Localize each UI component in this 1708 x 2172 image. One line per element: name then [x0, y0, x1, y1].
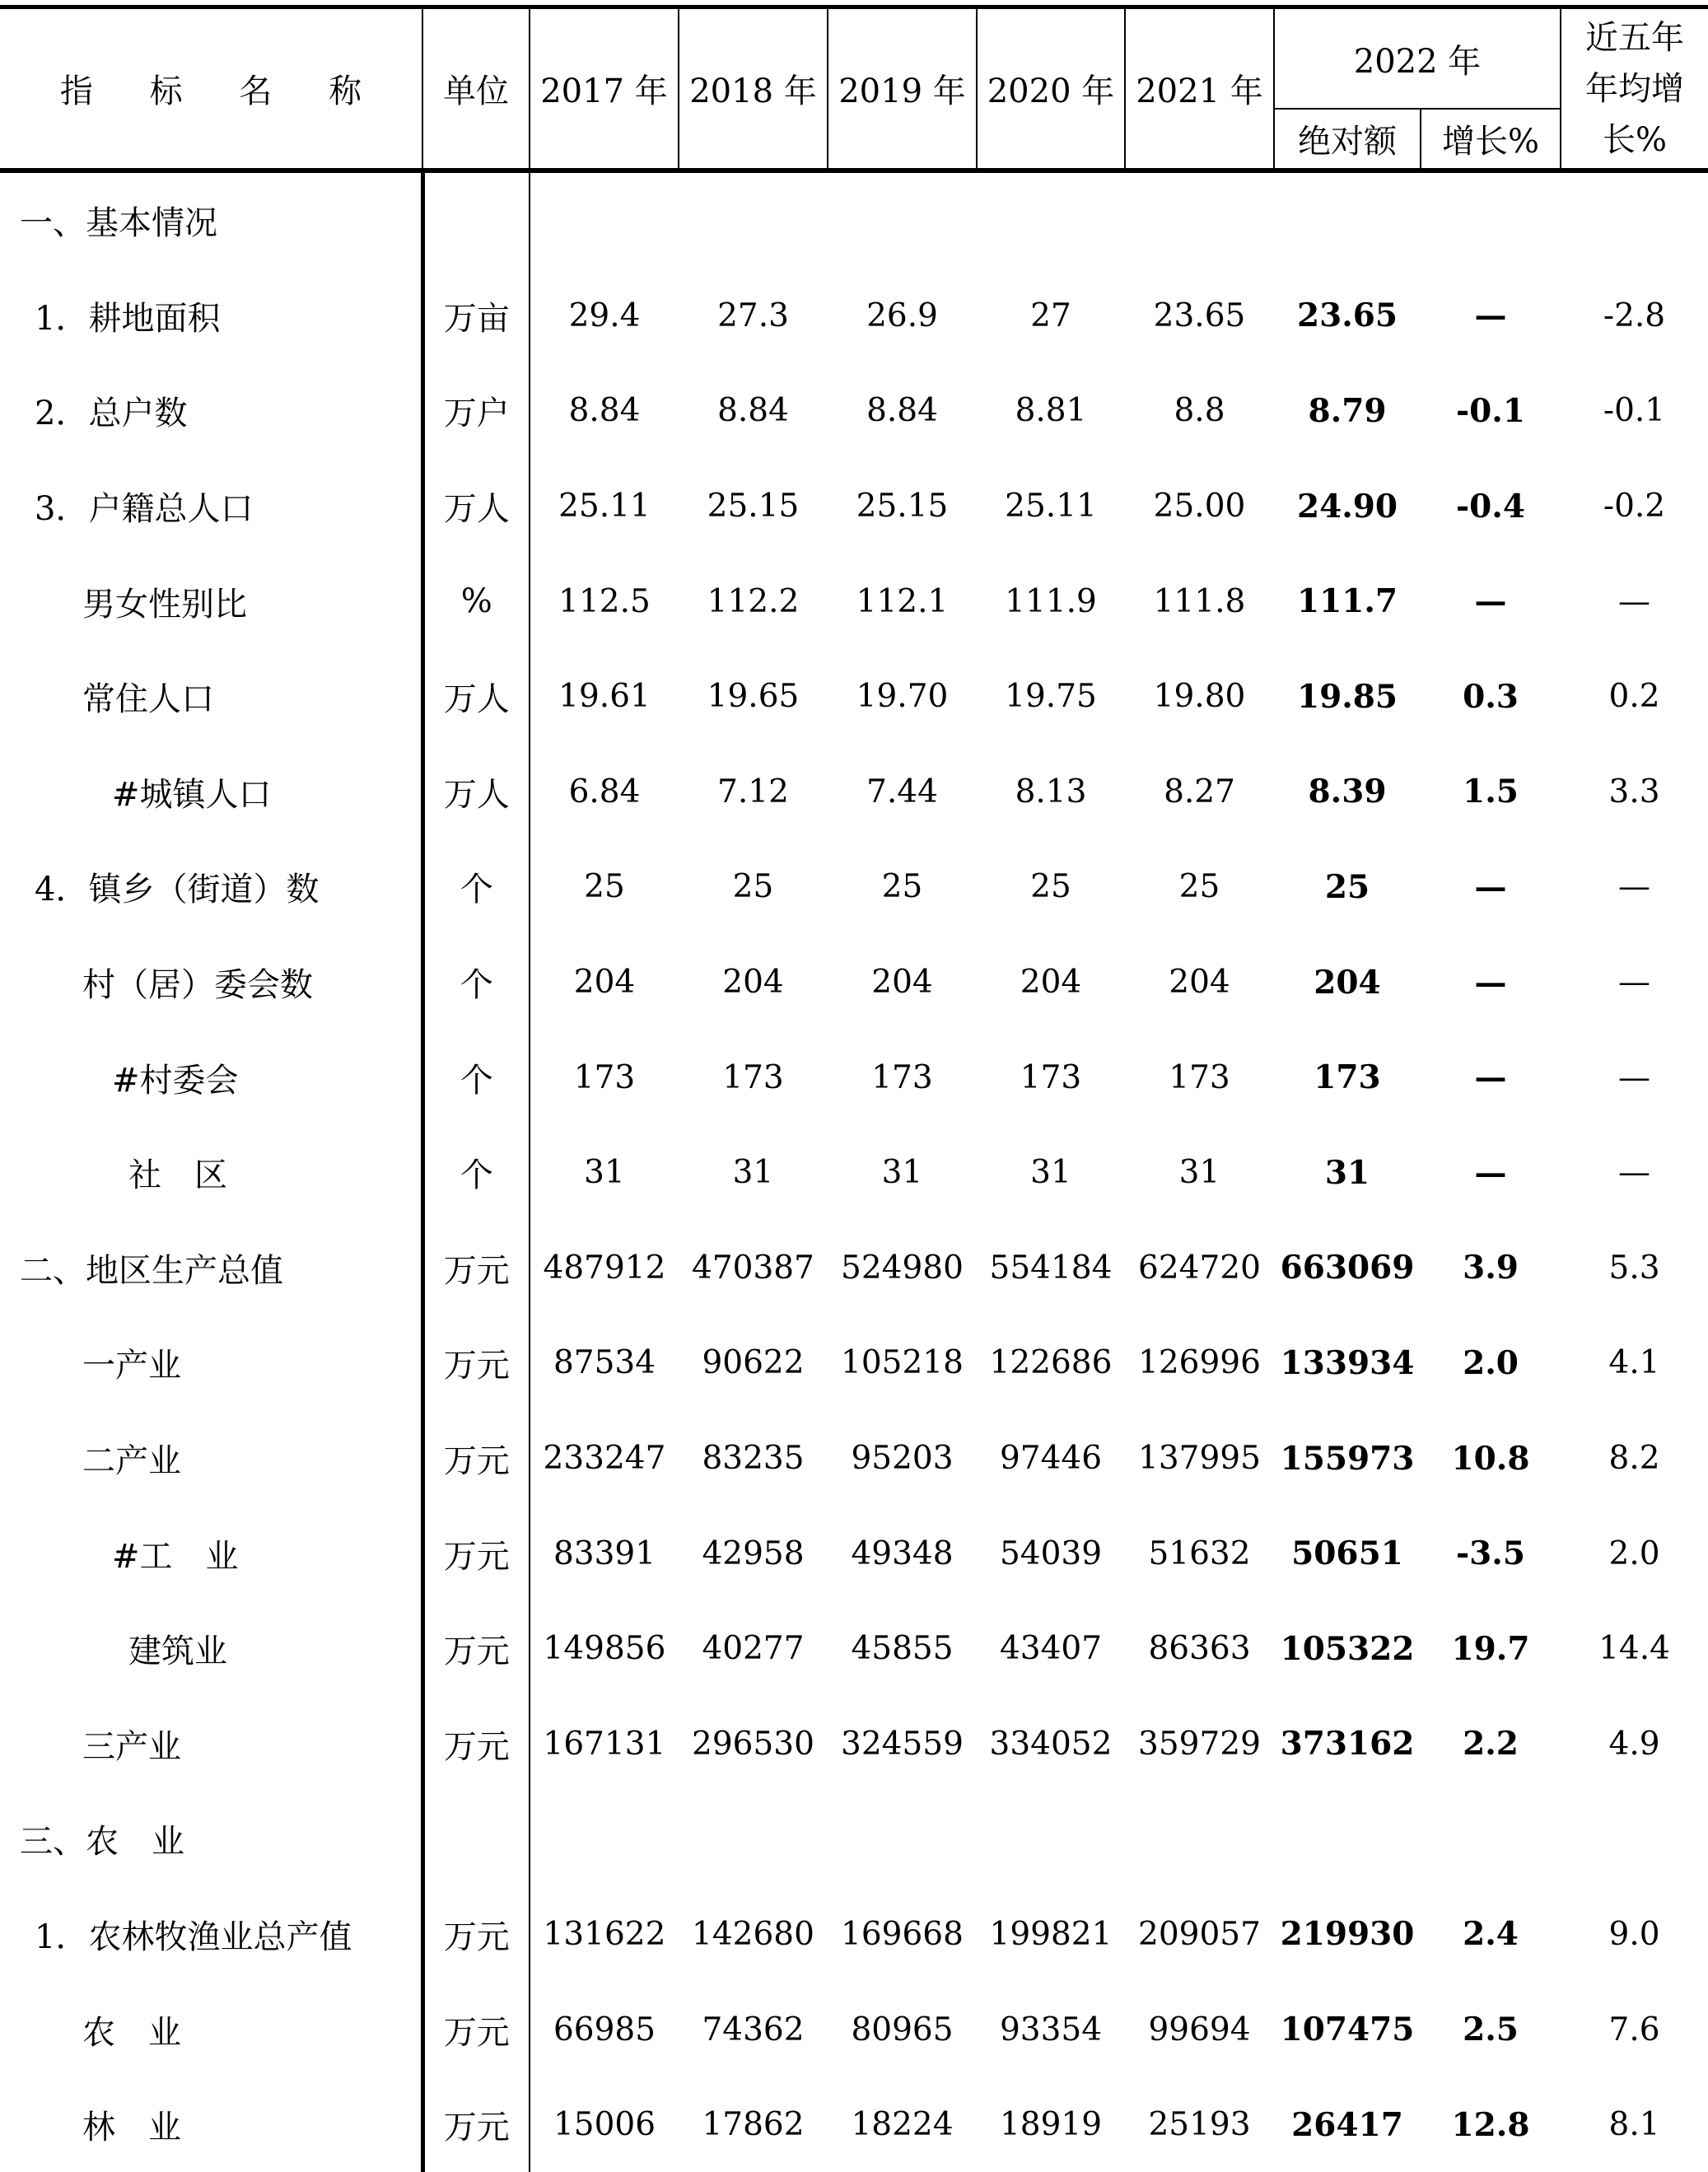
- value-cell: [977, 1791, 1125, 1887]
- value-cell: 8.27: [1164, 773, 1235, 810]
- abs-2022-cell: 24.90: [1296, 487, 1398, 525]
- value-cell: 18919: [999, 2106, 1103, 2144]
- table-row: [0, 363, 1708, 459]
- value-cell: 173: [722, 1058, 784, 1096]
- indicator-name: 建筑业: [128, 1633, 227, 1671]
- growth-2022-cell: -0.1: [1455, 391, 1526, 430]
- value-cell: 167131: [543, 1725, 666, 1763]
- value-cell: 97446: [999, 1440, 1103, 1478]
- value-cell: 173: [1020, 1058, 1082, 1096]
- value-cell: 25.11: [1005, 488, 1097, 525]
- value-cell: 45855: [851, 1630, 954, 1668]
- indicator-name: 一、基本情况: [20, 204, 217, 243]
- abs-2022-cell: 8.39: [1308, 773, 1387, 811]
- value-cell: 90622: [702, 1344, 805, 1382]
- value-cell: [1125, 1791, 1274, 1887]
- value-cell: 111.9: [1005, 582, 1097, 620]
- value-cell: 51632: [1148, 1534, 1251, 1572]
- unit-cell: 万元: [422, 2077, 530, 2172]
- unit-cell: 万元: [422, 1221, 530, 1316]
- value-cell: 31: [584, 1154, 625, 1192]
- value-cell: 554184: [989, 1249, 1113, 1287]
- value-cell: 204: [722, 964, 784, 1002]
- growth-2022-cell: 2.0: [1463, 1343, 1519, 1382]
- table-row: [0, 649, 1708, 745]
- value-cell: 8.8: [1174, 392, 1225, 430]
- unit-cell: 万人: [422, 745, 530, 840]
- value-cell: 15006: [553, 2106, 656, 2144]
- table-body: [0, 170, 1708, 2172]
- table-row: [0, 554, 1708, 649]
- unit-cell: 个: [422, 839, 530, 935]
- avg-growth-cell: 14.4: [1598, 1630, 1670, 1668]
- value-cell: 25.11: [558, 488, 651, 525]
- growth-2022-cell: —: [1474, 1153, 1507, 1192]
- value-cell: [679, 170, 828, 269]
- value-cell: 86363: [1148, 1630, 1251, 1668]
- growth-2022-cell: 19.7: [1451, 1629, 1530, 1668]
- indicator-name: 社 区: [128, 1156, 227, 1195]
- value-cell: 43407: [999, 1630, 1103, 1668]
- unit-cell: [422, 1791, 530, 1887]
- table-row: [0, 170, 1708, 269]
- unit-cell: %: [422, 554, 530, 649]
- indicator-name: 二产业: [82, 1442, 181, 1481]
- value-cell: 26.9: [866, 297, 938, 334]
- value-cell: 49348: [851, 1534, 954, 1572]
- table-row: [0, 745, 1708, 840]
- table-row: [0, 1697, 1708, 1792]
- table-row: [0, 2077, 1708, 2172]
- value-cell: 25.15: [707, 488, 800, 525]
- value-cell: 8.81: [1015, 392, 1087, 430]
- table-row: [0, 459, 1708, 554]
- indicator-name: #工 业: [112, 1537, 239, 1576]
- value-cell: 105218: [841, 1344, 964, 1382]
- value-cell: 31: [1178, 1154, 1220, 1192]
- table-row: [0, 935, 1708, 1030]
- abs-2022-cell: 219930: [1280, 1915, 1415, 1954]
- value-cell: 74362: [702, 2011, 805, 2048]
- value-cell: 112.5: [558, 582, 651, 620]
- indicator-name: 村（居）委会数: [82, 966, 313, 1005]
- value-cell: 6.84: [568, 773, 641, 810]
- unit-cell: 万亩: [422, 269, 530, 364]
- avg-growth-cell: 4.9: [1608, 1725, 1660, 1763]
- value-cell: 173: [871, 1058, 933, 1096]
- indicator-name: 三、农 业: [20, 1823, 184, 1861]
- avg-growth-cell: 0.2: [1608, 678, 1660, 716]
- table-row: [0, 1315, 1708, 1411]
- value-cell: 19.80: [1153, 678, 1246, 716]
- value-cell: 80965: [851, 2011, 954, 2048]
- avg-growth-cell: -2.8: [1603, 297, 1666, 334]
- value-cell: 25193: [1148, 2106, 1251, 2144]
- unit-cell: 万元: [422, 1411, 530, 1506]
- value-cell: 25: [584, 868, 625, 906]
- abs-2022-cell: 155973: [1280, 1439, 1415, 1478]
- avg-growth-cell: [1561, 170, 1708, 269]
- abs-2022-cell: 23.65: [1296, 297, 1398, 335]
- unit-cell: 个: [422, 1030, 530, 1125]
- value-cell: 470387: [692, 1249, 814, 1287]
- value-cell: 7.12: [717, 773, 789, 810]
- value-cell: 173: [1169, 1058, 1230, 1096]
- growth-2022-cell: -0.4: [1455, 487, 1526, 525]
- value-cell: [679, 1791, 828, 1887]
- value-cell: 19.61: [558, 678, 651, 716]
- indicator-name: 三产业: [82, 1727, 181, 1766]
- avg-growth-cell: 9.0: [1608, 1915, 1660, 1953]
- abs-2022-cell: 663069: [1280, 1249, 1415, 1287]
- value-cell: 27: [1030, 297, 1071, 334]
- value-cell: 8.84: [866, 392, 938, 430]
- value-cell: 25.00: [1153, 488, 1246, 525]
- value-cell: 31: [881, 1154, 923, 1192]
- value-cell: [828, 1791, 977, 1887]
- value-cell: 40277: [702, 1630, 805, 1668]
- value-cell: 87534: [553, 1344, 656, 1382]
- value-cell: [530, 1791, 679, 1887]
- header-year-2018: 2018 年: [679, 7, 828, 171]
- indicator-name: 4．镇乡（街道）数: [35, 871, 320, 909]
- value-cell: 142680: [692, 1915, 814, 1953]
- indicator-name: 二、地区生产总值: [20, 1251, 283, 1290]
- avg-growth-cell: —: [1618, 1154, 1651, 1192]
- value-cell: 173: [573, 1058, 636, 1096]
- value-cell: 334052: [989, 1725, 1113, 1763]
- table-row: [0, 1887, 1708, 1983]
- value-cell: 54039: [999, 1534, 1103, 1572]
- value-cell: 111.8: [1153, 582, 1246, 620]
- growth-2022-cell: 0.3: [1463, 677, 1519, 716]
- indicator-name: 2．总户数: [35, 395, 188, 433]
- growth-2022-cell: —: [1474, 297, 1507, 335]
- unit-cell: 万人: [422, 459, 530, 554]
- value-cell: [530, 170, 679, 269]
- avg-growth-cell: 4.1: [1608, 1344, 1660, 1382]
- unit-cell: 万元: [422, 1506, 530, 1601]
- growth-2022-cell: -3.5: [1455, 1534, 1526, 1573]
- value-cell: [828, 170, 977, 269]
- table-row: [0, 269, 1708, 364]
- unit-cell: 个: [422, 1125, 530, 1221]
- value-cell: 18224: [851, 2106, 954, 2144]
- avg-growth-cell: 2.0: [1608, 1534, 1660, 1572]
- value-cell: 95203: [851, 1440, 954, 1478]
- header-year-2019: 2019 年: [828, 7, 977, 171]
- value-cell: 99694: [1148, 2011, 1251, 2048]
- table-row: [0, 1982, 1708, 2077]
- table-header: [0, 7, 1708, 171]
- growth-2022-cell: —: [1474, 963, 1507, 1002]
- value-cell: 25: [732, 868, 774, 906]
- value-cell: 19.65: [707, 678, 800, 716]
- avg-growth-cell: —: [1618, 1058, 1651, 1096]
- indicator-name: 林 业: [82, 2109, 181, 2147]
- value-cell: 25: [1030, 868, 1071, 906]
- value-cell: 149856: [543, 1630, 666, 1668]
- value-cell: 204: [573, 964, 636, 1002]
- abs-2022-cell: 31: [1324, 1153, 1370, 1192]
- value-cell: 93354: [999, 2011, 1103, 2048]
- abs-2022-cell: 373162: [1280, 1725, 1415, 1763]
- header-year-2017: 2017 年: [530, 7, 679, 171]
- indicator-name: 常住人口: [82, 680, 214, 719]
- value-cell: 126996: [1138, 1344, 1261, 1382]
- header-year-2021: 2021 年: [1125, 7, 1274, 171]
- avg-growth-cell: —: [1618, 582, 1651, 620]
- unit-cell: 万户: [422, 363, 530, 459]
- value-cell: 112.2: [707, 582, 800, 620]
- unit-cell: [422, 170, 530, 269]
- value-cell: 8.13: [1015, 773, 1087, 810]
- growth-2022-cell: [1421, 170, 1561, 269]
- unit-cell: 个: [422, 935, 530, 1030]
- growth-2022-cell: 12.8: [1451, 2105, 1530, 2144]
- table-row: [0, 1125, 1708, 1221]
- value-cell: 137995: [1138, 1440, 1261, 1478]
- value-cell: 8.84: [717, 392, 789, 430]
- header-growth-percent: 增长%: [1421, 109, 1561, 170]
- abs-2022-cell: 8.79: [1308, 391, 1387, 430]
- abs-2022-cell: 26417: [1291, 2105, 1403, 2144]
- unit-cell: 万元: [422, 1697, 530, 1792]
- statistics-table: [0, 5, 1708, 2172]
- value-cell: 19.70: [856, 678, 949, 716]
- unit-cell: 万元: [422, 1887, 530, 1983]
- value-cell: 324559: [841, 1725, 964, 1763]
- value-cell: 122686: [989, 1344, 1113, 1382]
- avg-growth-cell: 3.3: [1608, 773, 1660, 810]
- table-row: [0, 1601, 1708, 1697]
- value-cell: 7.44: [866, 773, 938, 810]
- unit-cell: 万元: [422, 1601, 530, 1697]
- avg-growth-cell: 5.3: [1608, 1249, 1660, 1287]
- avg-growth-cell: 8.1: [1608, 2106, 1660, 2144]
- value-cell: 83391: [553, 1534, 656, 1572]
- header-indicator-name: 指 标 名 称: [0, 7, 422, 171]
- header-absolute-value: 绝对额: [1274, 109, 1421, 170]
- table-row: [0, 839, 1708, 935]
- value-cell: 233247: [543, 1440, 666, 1478]
- value-cell: 112.1: [856, 582, 949, 620]
- table-row: [0, 1506, 1708, 1601]
- value-cell: 199821: [989, 1915, 1113, 1953]
- value-cell: 487912: [543, 1249, 666, 1287]
- avg-growth-cell: -0.2: [1603, 488, 1666, 525]
- value-cell: 204: [1169, 964, 1230, 1002]
- growth-2022-cell: 2.4: [1463, 1915, 1519, 1954]
- value-cell: 17862: [702, 2106, 805, 2144]
- value-cell: 296530: [692, 1725, 814, 1763]
- growth-2022-cell: 10.8: [1451, 1439, 1530, 1478]
- value-cell: 31: [1030, 1154, 1071, 1192]
- value-cell: 8.84: [568, 392, 641, 430]
- header-year-2020: 2020 年: [977, 7, 1125, 171]
- unit-cell: 万人: [422, 649, 530, 745]
- value-cell: 624720: [1138, 1249, 1261, 1287]
- value-cell: 27.3: [717, 297, 789, 334]
- table-row: [0, 1221, 1708, 1316]
- table-row: [0, 1791, 1708, 1887]
- avg-growth-cell: -0.1: [1603, 392, 1666, 430]
- growth-2022-cell: [1421, 1791, 1561, 1887]
- value-cell: 25: [881, 868, 923, 906]
- value-cell: 204: [1020, 964, 1082, 1002]
- indicator-name: 3．户籍总人口: [35, 490, 254, 529]
- avg-growth-cell: —: [1618, 964, 1651, 1002]
- growth-2022-cell: —: [1474, 582, 1507, 621]
- indicator-name: 1．耕地面积: [35, 299, 221, 338]
- value-cell: 25: [1178, 868, 1220, 906]
- abs-2022-cell: [1274, 170, 1421, 269]
- abs-2022-cell: 19.85: [1296, 677, 1398, 716]
- abs-2022-cell: 204: [1314, 963, 1381, 1002]
- avg-growth-cell: 8.2: [1608, 1440, 1660, 1478]
- indicator-name: #村委会: [112, 1061, 239, 1100]
- indicator-name: 农 业: [82, 2013, 181, 2052]
- value-cell: 209057: [1138, 1915, 1261, 1953]
- table-row: [0, 1411, 1708, 1506]
- avg-growth-cell: [1561, 1791, 1708, 1887]
- value-cell: 83235: [702, 1440, 805, 1478]
- value-cell: 19.75: [1005, 678, 1097, 716]
- growth-2022-cell: 2.5: [1463, 2011, 1519, 2049]
- table-row: [0, 1030, 1708, 1125]
- header-year-2022: 2022 年: [1274, 7, 1561, 110]
- value-cell: 524980: [841, 1249, 964, 1287]
- growth-2022-cell: 2.2: [1463, 1725, 1519, 1763]
- growth-2022-cell: —: [1474, 867, 1507, 906]
- value-cell: 169668: [841, 1915, 964, 1953]
- abs-2022-cell: 173: [1314, 1058, 1381, 1097]
- abs-2022-cell: 105322: [1280, 1629, 1415, 1668]
- growth-2022-cell: —: [1474, 1058, 1507, 1097]
- value-cell: 42958: [702, 1534, 805, 1572]
- value-cell: 131622: [543, 1915, 666, 1953]
- value-cell: 25.15: [856, 488, 949, 525]
- growth-2022-cell: 1.5: [1463, 773, 1519, 811]
- growth-2022-cell: 3.9: [1463, 1249, 1519, 1287]
- indicator-name: 1．农林牧渔业总产值: [35, 1917, 352, 1956]
- value-cell: 29.4: [568, 297, 641, 334]
- value-cell: 359729: [1138, 1725, 1261, 1763]
- avg-growth-cell: —: [1618, 868, 1651, 906]
- indicator-name: 男女性别比: [82, 585, 247, 624]
- abs-2022-cell: [1274, 1791, 1421, 1887]
- indicator-name: #城镇人口: [112, 775, 272, 814]
- value-cell: [977, 170, 1125, 269]
- abs-2022-cell: 107475: [1280, 2011, 1415, 2049]
- value-cell: 23.65: [1153, 297, 1246, 334]
- abs-2022-cell: 50651: [1291, 1534, 1403, 1573]
- value-cell: 204: [871, 964, 933, 1002]
- header-unit: 单位: [422, 7, 530, 171]
- header-five-year-avg-growth: 近五年 年均增 长%: [1561, 7, 1708, 171]
- unit-cell: 万元: [422, 1315, 530, 1411]
- value-cell: [1125, 170, 1274, 269]
- value-cell: 66985: [553, 2011, 656, 2048]
- indicator-name: 一产业: [82, 1347, 181, 1385]
- avg-growth-cell: 7.6: [1608, 2011, 1660, 2048]
- abs-2022-cell: 111.7: [1296, 582, 1398, 621]
- abs-2022-cell: 133934: [1280, 1343, 1415, 1382]
- value-cell: 31: [732, 1154, 774, 1192]
- abs-2022-cell: 25: [1324, 867, 1370, 906]
- unit-cell: 万元: [422, 1982, 530, 2077]
